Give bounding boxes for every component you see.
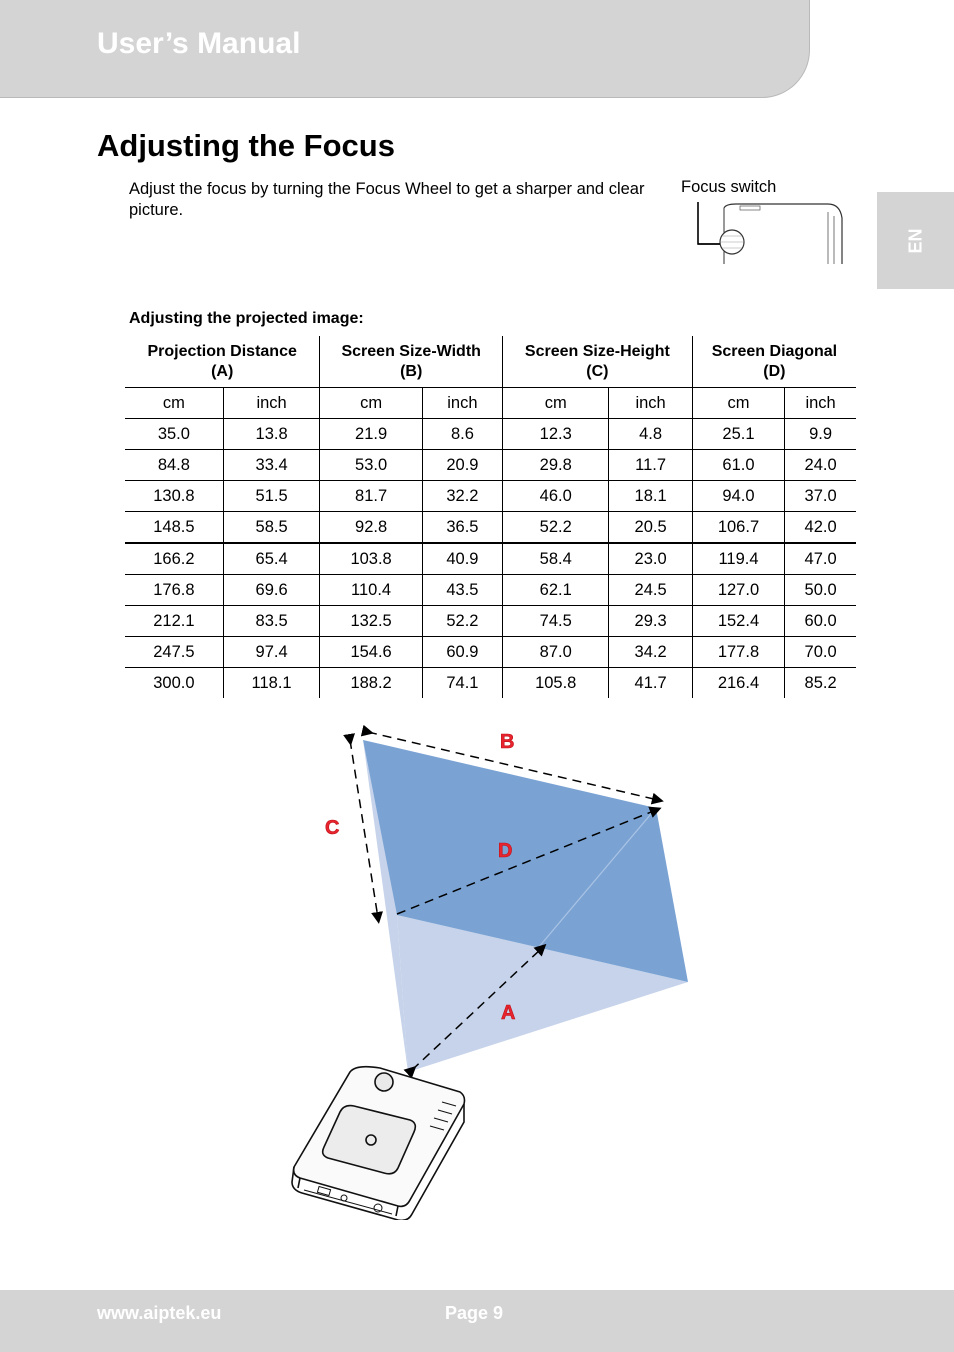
table-cell: 148.5 [125,512,223,544]
table-cell: 176.8 [125,575,223,606]
page-title: Adjusting the Focus [97,128,395,163]
table-cell: 69.6 [223,575,320,606]
table-cell: 74.5 [503,606,609,637]
table-cell: 34.2 [609,637,692,668]
unit-cell: cm [503,388,609,419]
table-cell: 132.5 [320,606,422,637]
table-row [125,606,856,637]
table-cell: 62.1 [503,575,609,606]
footer-bar [0,1290,954,1352]
table-cell: 188.2 [320,668,422,699]
table-cell: 60.9 [422,637,502,668]
table-cell: 106.7 [692,512,784,544]
table-cell: 152.4 [692,606,784,637]
table-cell: 52.2 [422,606,502,637]
table-row [125,637,856,668]
table-cell: 70.0 [785,637,856,668]
table-cell: 92.8 [320,512,422,544]
table-cell: 58.5 [223,512,320,544]
table-cell: 23.0 [609,543,692,575]
table-cell: 33.4 [223,450,320,481]
unit-cell: inch [223,388,320,419]
focus-switch-illustration [688,196,848,268]
table-cell: 40.9 [422,543,502,575]
projection-table [125,336,856,698]
unit-cell: cm [692,388,784,419]
unit-cell: cm [320,388,422,419]
table-cell: 12.3 [503,419,609,450]
table-cell: 105.8 [503,668,609,699]
table-cell: 52.2 [503,512,609,544]
table-cell: 247.5 [125,637,223,668]
header-screen-width: Screen Size-Width (B) [320,336,503,388]
table-row [125,575,856,606]
unit-cell: cm [125,388,223,419]
header-projection-distance: Projection Distance (A) [125,336,320,388]
language-tab [877,192,954,289]
table-cell: 53.0 [320,450,422,481]
table-cell: 4.8 [609,419,692,450]
table-cell: 50.0 [785,575,856,606]
table-row [125,481,856,512]
table-cell: 212.1 [125,606,223,637]
table-cell: 118.1 [223,668,320,699]
header-screen-diagonal: Screen Diagonal (D) [692,336,856,388]
table-cell: 41.7 [609,668,692,699]
table-cell: 20.9 [422,450,502,481]
table-cell: 300.0 [153,673,195,692]
table-cell: 9.9 [785,419,856,450]
table-cell: 13.8 [223,419,320,450]
table-cell: 47.0 [785,543,856,575]
table-cell: 29.3 [609,606,692,637]
table-cell: 11.7 [609,450,692,481]
table-cell: 36.5 [422,512,502,544]
table-cell: 25.1 [692,419,784,450]
table-cell: 84.8 [125,450,223,481]
table-row [125,512,856,544]
table-cell: 154.6 [320,637,422,668]
unit-cell: inch [609,388,692,419]
table-cell: 85.2 [785,668,856,699]
table-cell: 51.5 [223,481,320,512]
table-cell: 46.0 [503,481,609,512]
table-cell: 94.0 [692,481,784,512]
table-cell: 24.5 [609,575,692,606]
table-cell: 81.7 [320,481,422,512]
label-b: B [500,731,515,753]
page-number: Page 9 [445,1303,504,1323]
focus-switch-caption: Focus switch [681,178,777,196]
table-cell: 166.2 [125,543,223,575]
table-cell: 8.6 [422,419,502,450]
table-cell: 37.0 [785,481,856,512]
table-cell: 103.8 [320,543,422,575]
label-c: C [325,817,340,839]
table-cell: 127.0 [692,575,784,606]
table-cell: 18.1 [609,481,692,512]
label-a: A [501,1002,516,1024]
intro-text: Adjust the focus by turning the Focus Wheel to get a sharper and clear picture. [129,180,645,219]
table-cell: 43.5 [422,575,502,606]
table-cell: 42.0 [785,512,856,544]
language-label: EN [905,227,925,254]
table-cell: 87.0 [503,637,609,668]
table-cell: 29.8 [503,450,609,481]
table-cell: 65.4 [223,543,320,575]
projection-diagram [280,720,700,1220]
table-cell: 130.8 [125,481,223,512]
header-screen-height: Screen Size-Height (C) [503,336,693,388]
table-row [125,450,856,481]
table-cell: 110.4 [320,575,422,606]
table-units-row [125,388,856,419]
table-row [125,668,856,699]
unit-cell: inch [422,388,502,419]
label-d: D [498,840,513,862]
table-cell: 83.5 [223,606,320,637]
table-row [125,419,856,450]
table-cell: 177.8 [692,637,784,668]
unit-cell: inch [785,388,856,419]
header-bar [0,0,810,98]
table-cell: 74.1 [422,668,502,699]
table-cell: 61.0 [692,450,784,481]
footer-url: www.aiptek.eu [97,1303,222,1323]
table-cell: 58.4 [503,543,609,575]
table-header-row [125,336,856,388]
table-cell: 24.0 [785,450,856,481]
table-cell: 21.9 [320,419,422,450]
manual-title: User’s Manual [97,27,301,60]
table-cell: 97.4 [223,637,320,668]
table-cell: 35.0 [125,419,223,450]
projector-device [292,1067,465,1220]
table-cell: 20.5 [609,512,692,544]
table-row [125,543,856,575]
table-cell: 216.4 [692,668,784,699]
table-cell: 32.2 [422,481,502,512]
table-cell: 60.0 [785,606,856,637]
table-caption: Adjusting the projected image: [129,310,364,327]
table-cell: 119.4 [692,543,784,575]
